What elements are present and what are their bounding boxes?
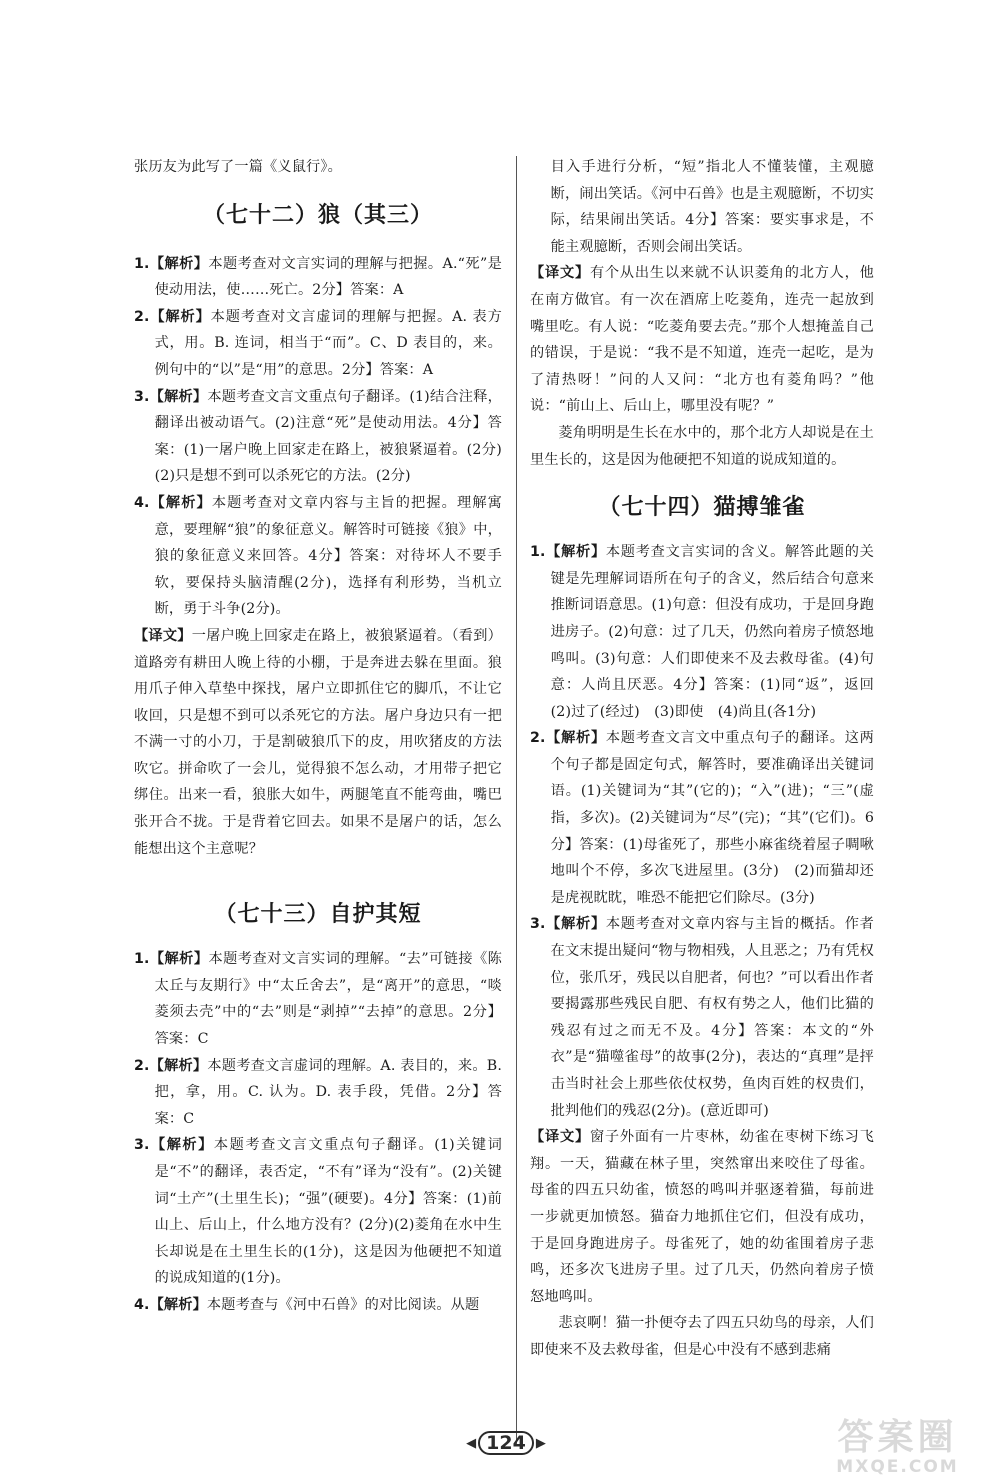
s72-q3: 3.【解析】本题考查文言文重点句子翻译。(1)结合注释，翻译出被动语气。(2)注意“死”是使动用法。4分】答案：(1)一屠户晚上回家走在路上，被狼紧逼着。(2分) (2)只是想不到可以杀死它的方法。(2分) <box>134 388 517 485</box>
watermark-logo <box>800 1418 995 1476</box>
right-column <box>530 154 889 1364</box>
s73-q3: 3.【解析】本题考查文言文重点句子翻译。(1)关键词是“不”的翻译，表否定，“不有”译为“没有”。(2)关键词“土产”(土里生长)；“强”(硬要)。4分】答案：(1)前山上、后山上，什么地方没有？(2分)(2)菱角在水中生长却说是在土里生长的(1分)，这是因为他硬把不知道的说成知道的(1分)。 <box>134 1137 502 1287</box>
watermark-url: MXQE.COM <box>836 1457 959 1477</box>
left-column <box>134 154 517 1319</box>
intro-line: 张历友为此写了一篇《义鼠行》。 <box>134 159 342 175</box>
s72-q2: 2.【解析】本题考查对文言虚词的理解与把握。A. 表方式，用。B. 连词，相当于“而”。C、D 表目的，来。例句中的“以”是“用”的意思。2分】答案：A <box>134 308 502 378</box>
left-arrow-icon: ◀ <box>466 1435 477 1451</box>
s72-q4: 4.【解析】本题考查对文章内容与主旨的把握。理解寓意，要理解“狼”的象征意义。解答时可链接《狼》中，狼的象征意义来回答。4分】答案：对待坏人不要手软，要保持头脑清醒(2分)，选择有利形势，当机立断，勇于斗争(2分)。 <box>134 494 502 618</box>
s72-q1: 1.【解析】本题考查对文言实词的理解与把握。A.“死”是使动用法，使……死亡。2分】答案：A <box>134 255 502 299</box>
section-74-title: （七十四）猫搏雏雀 <box>598 495 806 521</box>
s73-q4: 4.【解析】本题考查与《河中石兽》的对比阅读。从题 <box>134 1296 480 1313</box>
s73-closing-paragraph: 菱角明明是生长在水中的，那个北方人却说是在土里生长的，这是因为他硬把不知道的说成知道的。 <box>530 424 874 468</box>
s73-q4-continued: 目入手进行分析，“短”指北人不懂装懂，主观臆断，闹出笑话。《河中石兽》也是主观臆断，不切实际，结果闹出笑话。4分】答案：要实事求是，不能主观臆断，否则会闹出笑话。 <box>550 159 874 255</box>
right-arrow-icon: ▶ <box>535 1435 546 1451</box>
column-divider <box>516 156 517 1446</box>
s74-closing-paragraph: 悲哀啊！猫一扑便夺去了四五只幼鸟的母亲，人们即使来不及去救母雀，但是心中没有不感到悲痛 <box>530 1315 874 1358</box>
section-72-title: （七十二）狼（其三） <box>202 202 433 228</box>
s73-q2: 2.【解析】本题考查文言虚词的理解。A. 表目的，来。B. 把，拿，用。C. 认为。D. 表手段，凭借。2分】答案：C <box>134 1057 502 1127</box>
s72-translation: 【译文】一屠户晚上回家走在路上，被狼紧逼着。（看到）道路旁有耕田人晚上待的小棚，于是奔进去躲在里面。狼用爪子伸入草垫中探找，屠户立即抓住它的脚爪，不让它收回，只是想不到可以杀死它的方法。屠户身边只有一把不满一寸的小刀，于是割破狼爪下的皮，用吹猪皮的方法吹它。拼命吹了一会儿，觉得狼不怎么动，才用带子把它绑住。出来一看，狼胀大如牛，两腿笔直不能弯曲，嘴巴张开合不拢。于是背着它回去。如果不是屠户的话，怎么能想出这个主意呢？ <box>134 627 503 857</box>
s74-q2: 2.【解析】本题考查文言文中重点句子的翻译。这两个句子都是固定句式，解答时，要准确译出关键词语。(1)关键词为“其”(它的)；“入”(进)；“三”(虚指，多次)。(2)关键词为“尽”(完)；“其”(它们)。6分】答案：(1)母雀死了，那些小麻雀绕着屋子啁啾地叫个不停，多次飞进屋里。(3分) (2)而猫却还是虎视眈眈，唯恐不能把它们除尽。(3分) <box>530 730 874 906</box>
s73-translation: 【译文】有个从出生以来就不认识菱角的北方人，他在南方做官。有一次在酒席上吃菱角，连壳一起放到嘴里吃。有人说：“吃菱角要去壳。”那个人想掩盖自己的错误，于是说：“我不是不知道，连壳一起吃，是为了清热呀！”问的人又问：“北方也有菱角吗？”他说：“前山上、后山上，哪里没有呢？” <box>530 265 874 415</box>
page-number-label: 124 <box>478 1431 534 1455</box>
s73-q1: 1.【解析】本题考查对文言实词的理解。“去”可链接《陈太丘与友期行》中“太丘舍去”，是“离开”的意思，“啖菱须去壳”中的“去”则是“剥掉”“去掉”的意思。2分】答案：C <box>134 951 502 1048</box>
page-number <box>466 1431 546 1455</box>
s74-translation: 【译文】窗子外面有一片枣林，幼雀在枣树下练习飞翔。一天，猫藏在林子里，突然窜出来咬住了母雀。母雀的四五只幼雀，愤怒的鸣叫并驱逐着猫，每前进一步就更加愤怒。猫奋力地抓住它们，但没有成功，于是回身跑进房子。母雀死了，她的幼雀围着房子悲鸣，还多次飞进房子里。过了几天，仍然向着房子愤怒地鸣叫。 <box>530 1129 874 1305</box>
section-73-title: （七十三）自护其短 <box>214 902 422 928</box>
watermark-text: 答案圈 <box>837 1417 958 1458</box>
s74-q1: 1.【解析】本题考查文言实词的含义。解答此题的关键是先理解词语所在句子的含义，然后结合句意来推断词语意思。(1)句意：但没有成功，于是回身跑进房子。(2)句意：过了几天，仍然向着房子愤怒地鸣叫。(3)句意：人们即使来不及去救母雀。(4)句意：人尚且厌恶。4分】答案：(1)同“返”，返回 (2)过了(经过) (3)即使 (4)尚且(各1分) <box>530 544 889 720</box>
s74-q3: 3.【解析】本题考查对文章内容与主旨的概括。作者在文末提出疑问“物与物相残，人且恶之；乃有凭权位，张爪牙，残民以自肥者，何也？”可以看出作者要揭露那些残民自肥、有权有势之人，他们比猫的残忍有过之而无不及。4分】答案：本文的“外衣”是“猫噬雀母”的故事(2分)，表达的“真理”是抨击当时社会上那些依仗权势，鱼肉百姓的权贵们，批判他们的残忍(2分)。(意近即可) <box>530 916 874 1119</box>
